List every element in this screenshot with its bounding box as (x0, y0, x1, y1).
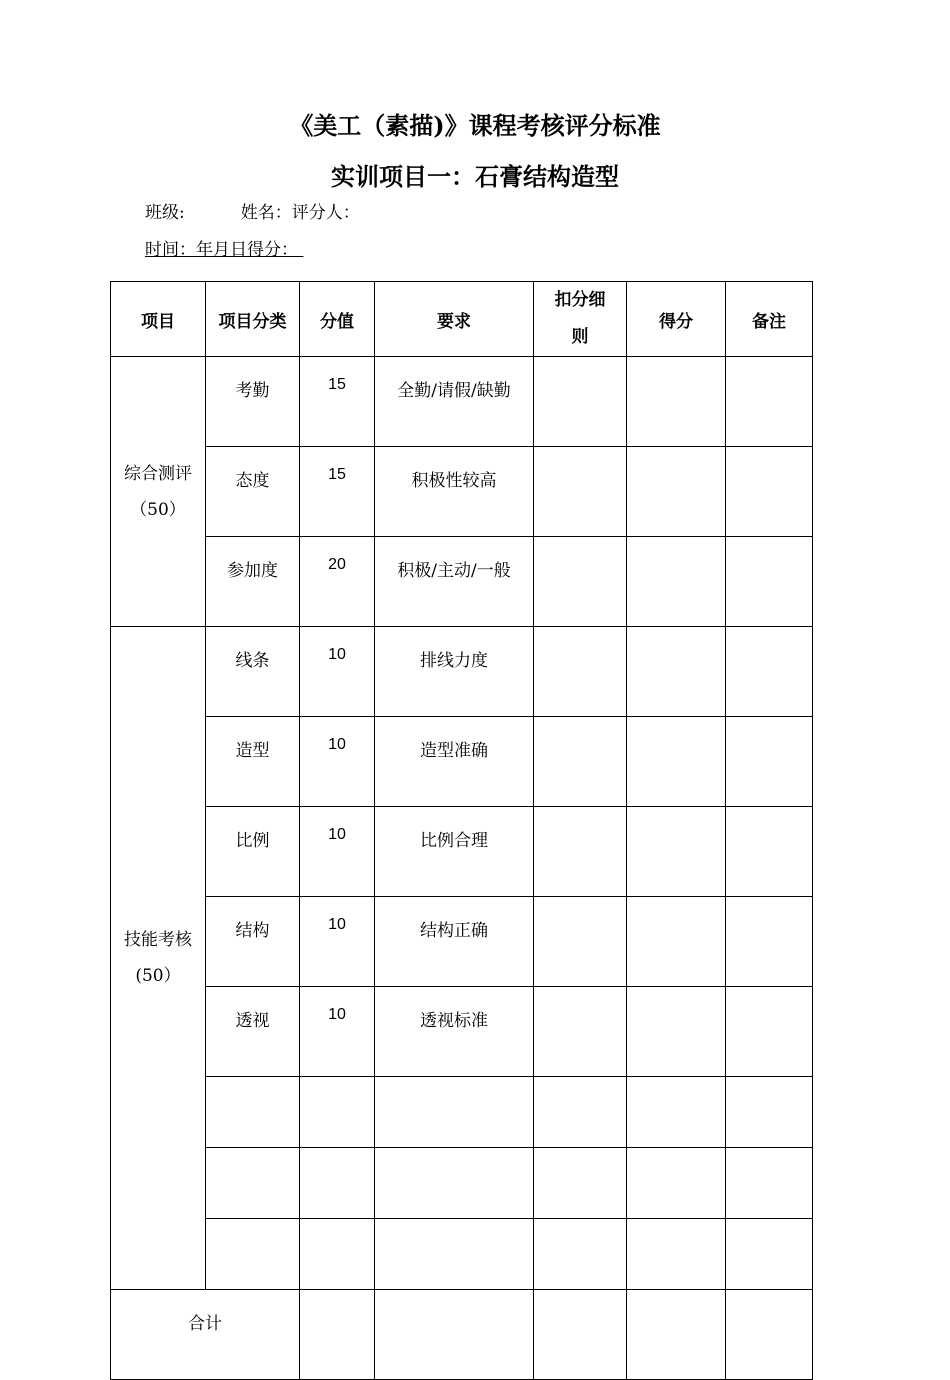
score-cell[interactable] (627, 447, 726, 537)
points-cell: 10 (300, 627, 375, 717)
points-cell: 10 (300, 717, 375, 807)
total-score-cell[interactable] (627, 1290, 726, 1380)
score-cell[interactable] (627, 987, 726, 1077)
requirement-cell: 透视标准 (375, 987, 534, 1077)
points-cell[interactable] (300, 1077, 375, 1148)
category-cell: 透视 (206, 987, 300, 1077)
table-row (111, 627, 813, 717)
deduction-cell[interactable] (534, 1219, 627, 1290)
score-cell[interactable] (627, 1077, 726, 1148)
total-points-cell[interactable] (300, 1290, 375, 1380)
requirement-cell: 结构正确 (375, 897, 534, 987)
deduction-cell[interactable] (534, 1148, 627, 1219)
document-subtitle: 实训项目一：石膏结构造型 (331, 162, 619, 191)
remark-cell[interactable] (726, 897, 813, 987)
category-cell[interactable] (206, 1219, 300, 1290)
header-deduction-line2: 则 (571, 327, 589, 347)
deduction-cell[interactable] (534, 987, 627, 1077)
requirement-cell: 比例合理 (375, 807, 534, 897)
document-title: 《美工（素描)》课程考核评分标准 (289, 111, 661, 140)
table-row (111, 717, 813, 807)
deduction-cell[interactable] (534, 627, 627, 717)
requirement-cell: 造型准确 (375, 717, 534, 807)
requirement-cell: 排线力度 (375, 627, 534, 717)
class-label: 班级: (145, 203, 185, 223)
remark-cell[interactable] (726, 717, 813, 807)
requirement-cell: 积极/主动/一般 (375, 537, 534, 627)
table-row-empty (111, 1219, 813, 1290)
total-deduction-cell[interactable] (534, 1290, 627, 1380)
header-item: 项目 (111, 282, 206, 357)
remark-cell[interactable] (726, 1219, 813, 1290)
table-row (111, 357, 813, 447)
header-deduction-line1: 扣分细 (554, 290, 606, 310)
points-cell[interactable] (300, 1148, 375, 1219)
category-cell: 态度 (206, 447, 300, 537)
table-row-empty (111, 1077, 813, 1148)
category-cell: 参加度 (206, 537, 300, 627)
group-name: 综合测评 (124, 463, 192, 484)
remark-cell[interactable] (726, 807, 813, 897)
deduction-cell[interactable] (534, 357, 627, 447)
score-cell[interactable] (627, 1148, 726, 1219)
header-points: 分值 (300, 282, 375, 357)
score-cell[interactable] (627, 537, 726, 627)
points-cell: 10 (300, 987, 375, 1077)
total-label: 合计 (111, 1290, 300, 1380)
remark-cell[interactable] (726, 447, 813, 537)
score-cell[interactable] (627, 627, 726, 717)
score-cell[interactable] (627, 357, 726, 447)
requirement-cell: 积极性较高 (375, 447, 534, 537)
deduction-cell[interactable] (534, 537, 627, 627)
remark-cell[interactable] (726, 987, 813, 1077)
category-cell: 结构 (206, 897, 300, 987)
table-row (111, 987, 813, 1077)
category-cell: 比例 (206, 807, 300, 897)
deduction-cell[interactable] (534, 1077, 627, 1148)
points-cell: 10 (300, 897, 375, 987)
header-score: 得分 (627, 282, 726, 357)
header-deduction (534, 282, 627, 357)
score-cell[interactable] (627, 717, 726, 807)
category-cell: 线条 (206, 627, 300, 717)
points-cell[interactable] (300, 1219, 375, 1290)
deduction-cell[interactable] (534, 717, 627, 807)
group-cell-skills (111, 627, 206, 1290)
meta-line-time (145, 235, 303, 260)
category-cell: 造型 (206, 717, 300, 807)
name-label: 姓名： (240, 203, 292, 223)
points-cell: 15 (300, 357, 375, 447)
header-requirement: 要求 (375, 282, 534, 357)
group-total: (50） (135, 966, 181, 986)
score-cell[interactable] (627, 1219, 726, 1290)
requirement-cell[interactable] (375, 1219, 534, 1290)
group-name: 技能考核 (124, 930, 192, 950)
table-row (111, 807, 813, 897)
meta-line-class (145, 198, 360, 223)
category-cell[interactable] (206, 1148, 300, 1219)
requirement-cell: 全勤/请假/缺勤 (375, 357, 534, 447)
total-row (111, 1290, 813, 1380)
score-cell[interactable] (627, 897, 726, 987)
table-row (111, 537, 813, 627)
total-requirement-cell[interactable] (375, 1290, 534, 1380)
category-cell[interactable] (206, 1077, 300, 1148)
points-cell: 15 (300, 447, 375, 537)
points-cell: 20 (300, 537, 375, 627)
remark-cell[interactable] (726, 1077, 813, 1148)
remark-cell[interactable] (726, 1148, 813, 1219)
group-total: （50） (130, 499, 186, 520)
table-row (111, 447, 813, 537)
scoring-table (110, 281, 813, 1380)
time-label: 时间：年月日得分： (145, 240, 298, 260)
score-cell[interactable] (627, 807, 726, 897)
header-remark: 备注 (726, 282, 813, 357)
requirement-cell[interactable] (375, 1148, 534, 1219)
requirement-cell[interactable] (375, 1077, 534, 1148)
table-row-empty (111, 1148, 813, 1219)
remark-cell[interactable] (726, 627, 813, 717)
remark-cell[interactable] (726, 537, 813, 627)
deduction-cell[interactable] (534, 807, 627, 897)
rater-label: 评分人： (291, 203, 360, 223)
header-category: 项目分类 (206, 282, 300, 357)
category-cell: 考勤 (206, 357, 300, 447)
table-row (111, 897, 813, 987)
group-cell-comprehensive (111, 357, 206, 627)
total-remark-cell[interactable] (726, 1290, 813, 1380)
points-cell: 10 (300, 807, 375, 897)
remark-cell[interactable] (726, 357, 813, 447)
deduction-cell[interactable] (534, 447, 627, 537)
deduction-cell[interactable] (534, 897, 627, 987)
table-header-row (111, 282, 813, 357)
